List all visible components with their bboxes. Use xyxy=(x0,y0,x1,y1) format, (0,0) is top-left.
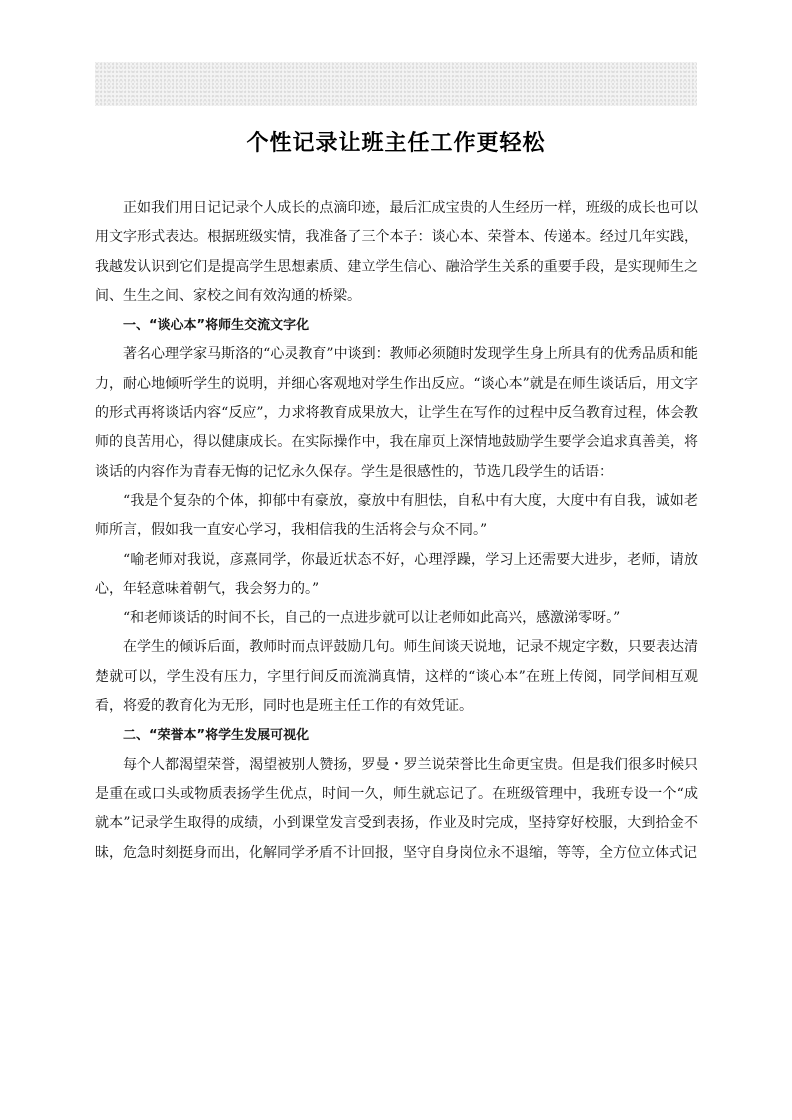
section-heading-2: 二、“荣誉本”将学生发展可视化 xyxy=(123,728,310,744)
document-title: 个性记录让班主任工作更轻松 xyxy=(246,131,546,156)
section2-paragraph-1: 每个人都渴望荣誉，渴望被别人赞扬，罗曼・罗兰说荣誉比生命更宝贵。但是我们很多时候只是重在或口头或物质表扬学生优点，时间一久，师生就忘记了。在班级管理中，我班专设一个“成就本”记录学生取得的成绩，小到课堂发言受到表扬，作业及时完成，坚持穿好校服，大到拾金不昧，危急时刻挺身而出，化解同学矛盾不计回报，坚守自身岗位永不退缩，等等，全方位立体式记 xyxy=(95,756,698,861)
document-body xyxy=(95,194,698,868)
section1-paragraph-1: 著名心理学家马斯洛的“心灵教育”中谈到：教师必须随时发现学生身上所具有的优秀品质和能力，耐心地倾听学生的说明，并细心客观地对学生作出反应。“谈心本”就是在师生谈话后，用文字的形式再将谈话内容“反应”，力求将教育成果放大，让学生在写作的过程中反刍教育过程，体会教师的良苦用心，得以健康成长。在实际操作中，我在扉页上深情地鼓励学生要学会追求真善美，将谈话的内容作为青春无悔的记忆永久保存。学生是很感性的，节选几段学生的话语： xyxy=(95,346,698,480)
quote-paragraph-3: “和老师谈话的时间不长，自己的一点进步就可以让老师如此高兴，感激涕零呀。” xyxy=(123,610,621,627)
intro-paragraph: 正如我们用日记记录个人成长的点滴印迹，最后汇成宝贵的人生经历一样，班级的成长也可以用文字形式表达。根据班级实情，我准备了三个本子：谈心本、荣誉本、传递本。经过几年实践，我越发认识到它们是提高学生思想素质、建立学生信心、融洽学生关系的重要手段，是实现师生之间、生生之间、家校之间有效沟通的桥梁。 xyxy=(95,200,698,304)
section-heading-1: 一、“谈心本”将师生交流文字化 xyxy=(123,318,310,334)
quote-paragraph-1: “我是个复杂的个体，抑郁中有豪放，豪放中有胆怯，自私中有大度，大度中有自我，诚如老师所言，假如我一直安心学习，我相信我的生活将会与众不同。” xyxy=(95,492,698,539)
section1-paragraph-2: 在学生的倾诉后面，教师时而点评鼓励几句。师生间谈天说地，记录不规定字数，只要表达清楚就可以，学生没有压力，字里行间反而流淌真情，这样的“谈心本”在班上传阅，同学间相互观看，将爱的教育化为无形，同时也是班主任工作的有效凭证。 xyxy=(95,639,698,715)
quote-paragraph-2: “喻老师对我说，彦熹同学，你最近状态不好，心理浮躁，学习上还需要大进步，老师，请放心，年轻意味着朝气，我会努力的。” xyxy=(95,551,698,597)
header-decoration xyxy=(95,62,697,106)
